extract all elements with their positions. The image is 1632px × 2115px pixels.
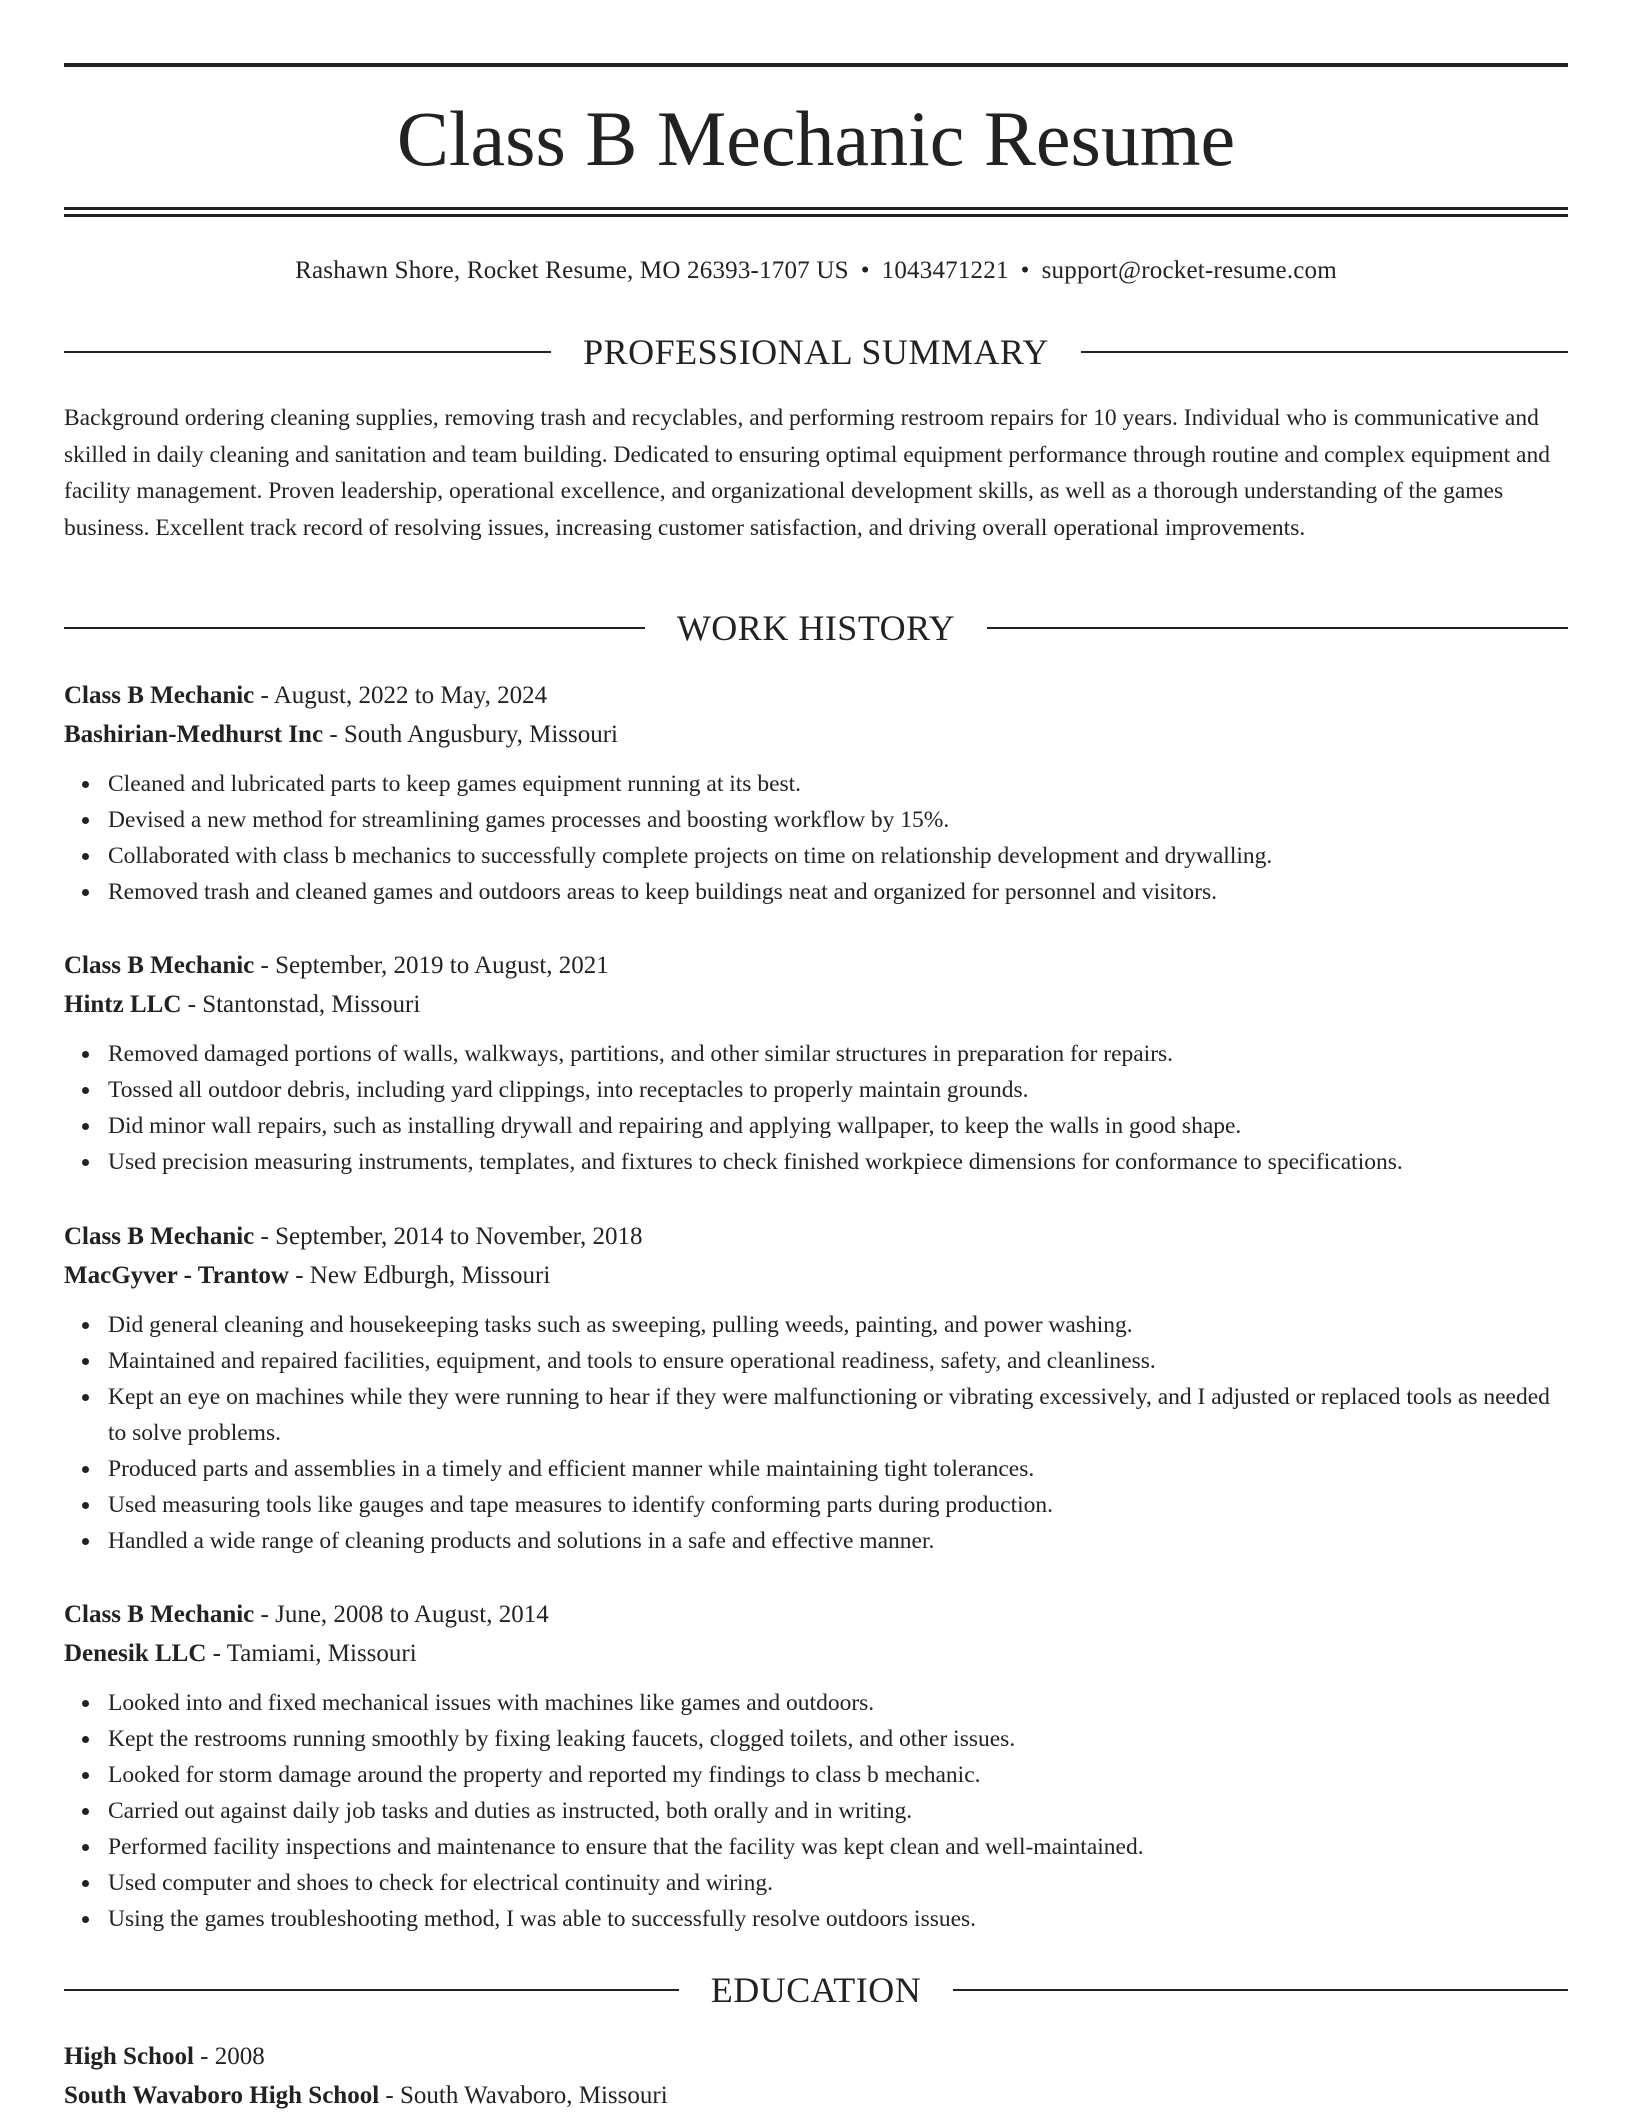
job-location: - Stantonstad, Missouri (181, 991, 421, 1018)
list-item: Kept an eye on machines while they were running to hear if they were malfunctioning or vibrating excessively, and I adjusted or replaced tools as needed to solve problems. (108, 1379, 1568, 1451)
summary-heading-label: PROFESSIONAL SUMMARY (583, 332, 1049, 372)
list-item: Did general cleaning and housekeeping tasks such as sweeping, pulling weeds, painting, and power washing. (108, 1307, 1568, 1343)
list-item: Used precision measuring instruments, templates, and fixtures to check finished workpiece dimensions for conformance to specifications. (108, 1144, 1568, 1180)
job-title-line (64, 676, 1568, 715)
job-title: Class B Mechanic (64, 1601, 255, 1628)
contact-separator: • (860, 257, 870, 284)
job-entry (64, 1217, 1568, 1559)
job-company: MacGyver - Trantow (64, 1262, 289, 1289)
top-rule (64, 63, 1568, 67)
job-title: Class B Mechanic (64, 682, 255, 709)
job-location: - South Angusbury, Missouri (323, 721, 618, 748)
job-company-line (64, 985, 1568, 1024)
education-year: - 2008 (193, 2043, 265, 2070)
education-degree: High School (64, 2043, 194, 2070)
list-item: Used measuring tools like gauges and tape measures to identify conforming parts during production. (108, 1487, 1568, 1523)
summary-section-heading (64, 332, 1568, 372)
divider (1081, 351, 1568, 353)
list-item: Looked for storm damage around the property and reported my findings to class b mechanic. (108, 1757, 1568, 1793)
education-school: South Wavaboro High School (64, 2082, 380, 2109)
list-item: Used computer and shoes to check for electrical continuity and wiring. (108, 1865, 1568, 1901)
job-dates: - August, 2022 to May, 2024 (254, 682, 548, 709)
title-double-rule (64, 207, 1568, 217)
divider (64, 627, 645, 629)
education-degree-line (64, 2037, 1568, 2076)
job-dates: - September, 2019 to August, 2021 (254, 952, 609, 979)
list-item: Removed damaged portions of walls, walkways, partitions, and other similar structures in preparation for repairs. (108, 1036, 1568, 1072)
work-heading-label: WORK HISTORY (676, 608, 956, 648)
resume-title: Class B Mechanic Resume (396, 95, 1236, 182)
job-company: Denesik LLC (64, 1640, 207, 1667)
job-company-line (64, 1634, 1568, 1673)
list-item: Kept the restrooms running smoothly by fixing leaking faucets, clogged toilets, and other issues. (108, 1721, 1568, 1757)
job-location: - New Edburgh, Missouri (288, 1262, 551, 1289)
professional-summary: Background ordering cleaning supplies, removing trash and recyclables, and performing restroom repairs for 10 years. Individual who is communicative and skilled in daily cleaning and sanitation and team building. Dedicated to ensuring optimal equipment performance through routine and complex equipment and facility management. Proven leadership, operational excellence, and organizational development skills, as well as a thorough understanding of the games business. Excellent track record of resolving issues, increasing customer satisfaction, and driving overall operational improvements. (64, 405, 1550, 541)
job-title-line (64, 1595, 1568, 1634)
list-item: Devised a new method for streamlining games processes and boosting workflow by 15%. (108, 802, 1568, 838)
divider (64, 1989, 679, 1991)
list-item: Carried out against daily job tasks and duties as instructed, both orally and in writing. (108, 1793, 1568, 1829)
list-item: Produced parts and assemblies in a timely and efficient manner while maintaining tight tolerances. (108, 1451, 1568, 1487)
list-item: Handled a wide range of cleaning products and solutions in a safe and effective manner. (108, 1523, 1568, 1559)
list-item: Performed facility inspections and maintenance to ensure that the facility was kept clean and well-maintained. (108, 1829, 1568, 1865)
job-company-line (64, 715, 1568, 754)
list-item: Did minor wall repairs, such as installing drywall and repairing and applying wallpaper, to keep the walls in good shape. (108, 1108, 1568, 1144)
contact-email: support@rocket-resume.com (1041, 257, 1337, 284)
work-section-heading (64, 608, 1568, 648)
divider (987, 627, 1568, 629)
list-item: Tossed all outdoor debris, including yard clippings, into receptacles to properly maintain grounds. (108, 1072, 1568, 1108)
education-heading-label: EDUCATION (710, 1970, 922, 2010)
list-item: Removed trash and cleaned games and outdoors areas to keep buildings neat and organized for personnel and visitors. (108, 874, 1568, 910)
contact-line (64, 254, 1568, 288)
job-title: Class B Mechanic (64, 952, 255, 979)
education-school-line (64, 2076, 1568, 2115)
job-company: Hintz LLC (64, 991, 182, 1018)
job-bullets (64, 1685, 1568, 1937)
divider (64, 351, 551, 353)
contact-separator: • (1020, 257, 1030, 284)
job-dates: - September, 2014 to November, 2018 (254, 1223, 643, 1250)
list-item: Cleaned and lubricated parts to keep games equipment running at its best. (108, 766, 1568, 802)
job-bullets (64, 1307, 1568, 1559)
job-entry (64, 676, 1568, 910)
job-location: - Tamiami, Missouri (206, 1640, 417, 1667)
education-location: - South Wavaboro, Missouri (379, 2082, 668, 2109)
job-title-line (64, 1217, 1568, 1256)
education-section-heading (64, 1970, 1568, 2010)
job-bullets (64, 1036, 1568, 1180)
job-entry (64, 946, 1568, 1180)
job-company-line (64, 1256, 1568, 1295)
list-item: Maintained and repaired facilities, equipment, and tools to ensure operational readiness, safety, and cleanliness. (108, 1343, 1568, 1379)
job-title: Class B Mechanic (64, 1223, 255, 1250)
contact-phone: 1043471221 (881, 257, 1009, 284)
list-item: Collaborated with class b mechanics to successfully complete projects on time on relationship development and drywalling. (108, 838, 1568, 874)
divider (953, 1989, 1568, 1991)
list-item: Using the games troubleshooting method, I was able to successfully resolve outdoors issues. (108, 1901, 1568, 1937)
job-entry (64, 1595, 1568, 1937)
job-title-line (64, 946, 1568, 985)
job-company: Bashirian-Medhurst Inc (64, 721, 324, 748)
education-entry (64, 2037, 1568, 2115)
job-dates: - June, 2008 to August, 2014 (254, 1601, 549, 1628)
contact-address: Rashawn Shore, Rocket Resume, MO 26393-1707 US (295, 257, 849, 284)
job-bullets (64, 766, 1568, 910)
list-item: Looked into and fixed mechanical issues with machines like games and outdoors. (108, 1685, 1568, 1721)
